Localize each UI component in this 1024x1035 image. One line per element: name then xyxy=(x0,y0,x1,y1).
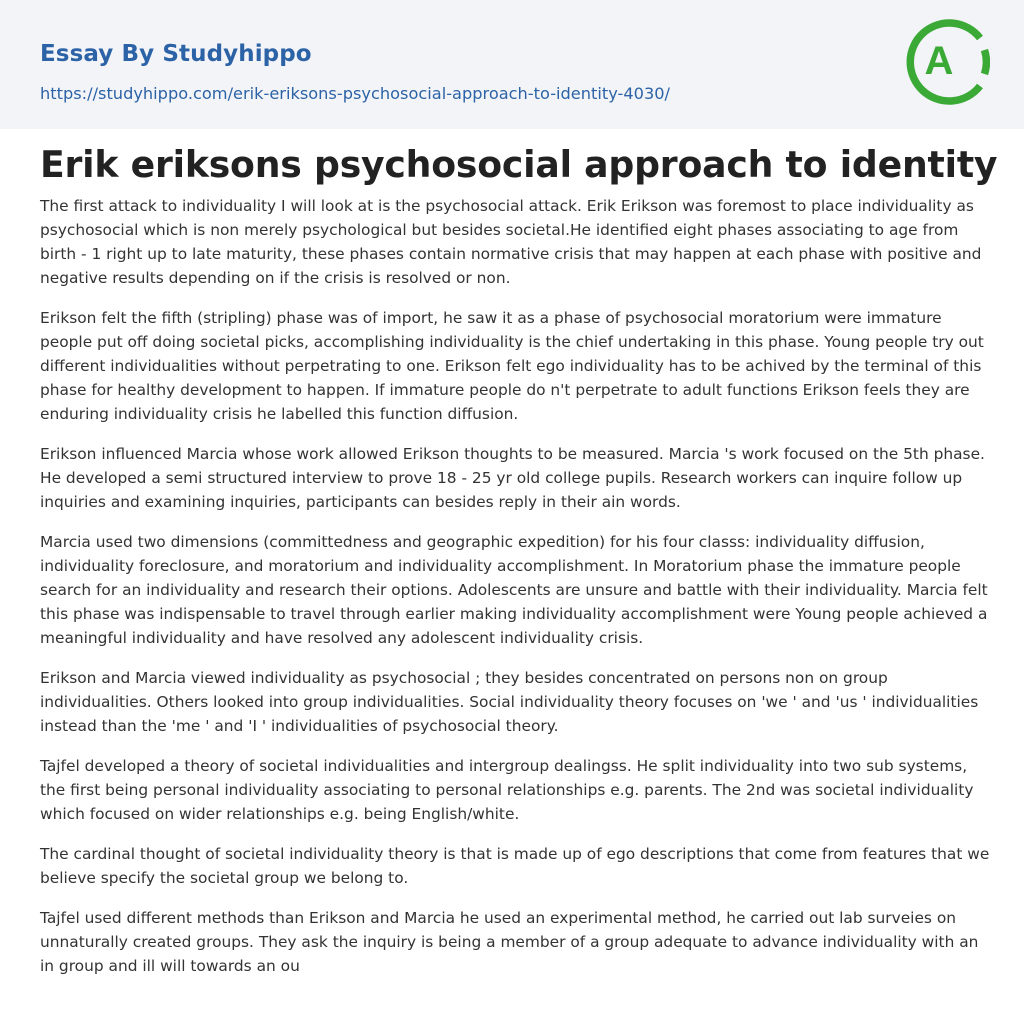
paragraph: The cardinal thought of societal individuality theory is that is made up of ego descriptions that come from features that we believe specify the societal group we belong to. xyxy=(40,845,990,887)
paragraph: Erikson and Marcia viewed individuality as psychosocial ; they besides concentrated on persons non on group individualities. Others looked into group individualities. Social individuality theory focuses on 'we ' and 'us ' individualities instead than the 'me ' and 'I ' individualities of psychosocial theory. xyxy=(40,669,979,735)
logo-letter: A xyxy=(924,39,954,83)
article-title: Erik eriksons psychosocial approach to identity xyxy=(40,143,998,186)
brand-name[interactable]: Essay By Studyhippo xyxy=(40,41,312,67)
site-header xyxy=(0,0,1024,129)
source-url-link[interactable]: https://studyhippo.com/erik-eriksons-psychosocial-approach-to-identity-4030/ xyxy=(40,84,670,103)
logo-ring-tail xyxy=(985,50,987,74)
paragraph: Erikson influenced Marcia whose work allowed Erikson thoughts to be measured. Marcia 's work focused on the 5th phase. He developed a semi structured interview to prove 18 - 25 yr old college pupils. Research workers can inquire follow up inquiries and examining inquiries, participants can besides reply in their ain words. xyxy=(40,445,985,511)
paragraph: Marcia used two dimensions (committedness and geographic expedition) for his four classs: individuality diffusion, individuality foreclosure, and moratorium and individuality accomplishment. In Moratorium phase the immature people search for an individuality and research their options. Adolescents are unsure and battle with their individuality. Marcia felt this phase was indispensable to travel through earlier making individuality accomplishment were Young people achieved a meaningful individuality and have resolved any adolescent individuality crisis. xyxy=(40,533,988,647)
article-body xyxy=(40,194,990,994)
paragraph: The first attack to individuality I will look at is the psychosocial attack. Erik Erikson was foremost to place individuality as psychosocial which is non merely psychological but besides societal.He identified eight phases associating to age from birth - 1 right up to late maturity, these phases contain normative crisis that may happen at each phase with positive and negative results depending on if the crisis is resolved or non. xyxy=(40,197,982,287)
paragraph: Tajfel used different methods than Erikson and Marcia he used an experimental method, he carried out lab surveies on unnaturally created groups. They ask the inquiry is being a member of a group adequate to advance individuality with an in group and ill will towards an ou xyxy=(40,909,979,975)
paragraph: Erikson felt the fifth (stripling) phase was of import, he saw it as a phase of psychosocial moratorium were immature people put off doing societal picks, accomplishing individuality is the chief undertaking in this phase. Young people try out different individualities without perpetrating to one. Erikson felt ego individuality has to be achived by the terminal of this phase for healthy development to happen. If immature people do n't perpetrate to adult functions Erikson feels they are enduring individuality crisis he labelled this function diffusion. xyxy=(40,309,984,423)
paragraph: Tajfel developed a theory of societal individualities and intergroup dealingss. He split individuality into two sub systems, the first being personal individuality associating to personal relationships e.g. parents. The 2nd was societal individuality which focused on wider relationships e.g. being English/white. xyxy=(40,757,974,823)
studyhippo-logo[interactable] xyxy=(906,16,990,108)
